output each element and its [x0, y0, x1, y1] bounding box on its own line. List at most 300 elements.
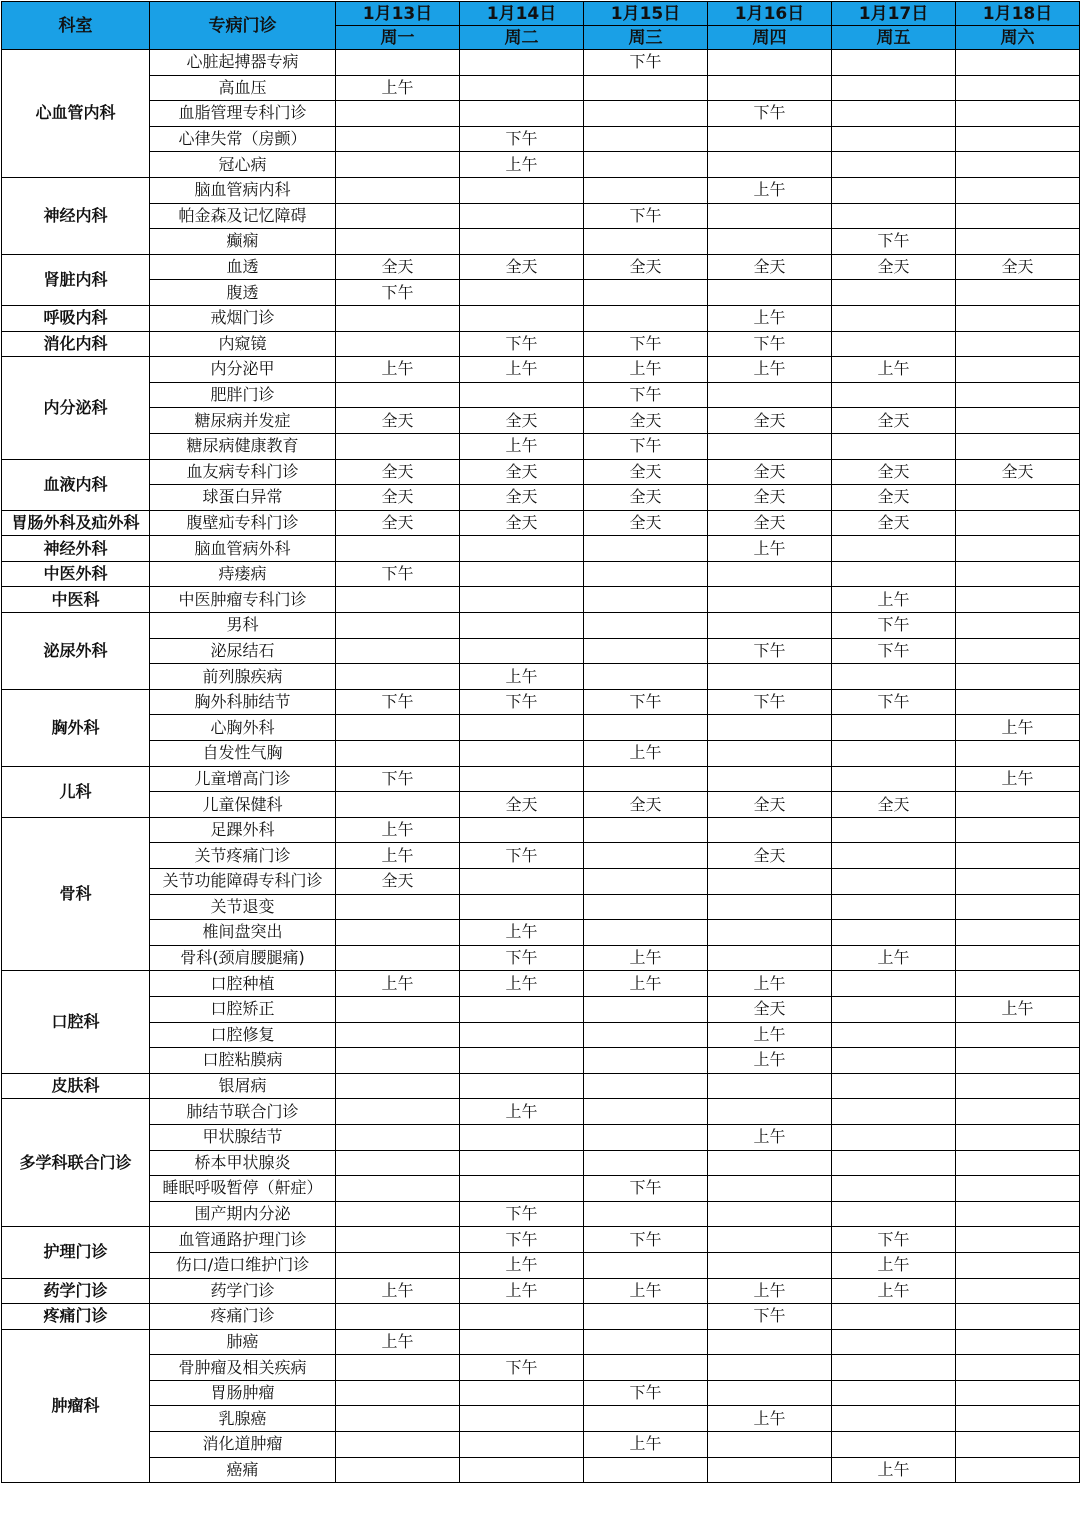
specialty-cell: 脑血管病外科	[150, 536, 336, 562]
header-weekday: 周三	[584, 26, 708, 50]
schedule-slot-cell: 全天	[708, 792, 832, 818]
specialty-cell: 口腔矫正	[150, 996, 336, 1022]
schedule-slot-cell	[708, 126, 832, 152]
schedule-slot-cell	[956, 408, 1080, 434]
schedule-slot-cell	[708, 1099, 832, 1125]
schedule-slot-cell: 下午	[460, 1201, 584, 1227]
specialty-cell: 足踝外科	[150, 817, 336, 843]
table-row	[2, 357, 1080, 383]
schedule-slot-cell	[584, 1150, 708, 1176]
department-cell: 神经内科	[2, 177, 150, 254]
schedule-slot-cell	[584, 1252, 708, 1278]
schedule-slot-cell	[956, 894, 1080, 920]
schedule-slot-cell: 下午	[460, 843, 584, 869]
schedule-slot-cell	[956, 1150, 1080, 1176]
schedule-slot-cell	[584, 1048, 708, 1074]
schedule-slot-cell	[832, 894, 956, 920]
schedule-slot-cell	[336, 1252, 460, 1278]
schedule-slot-cell	[832, 177, 956, 203]
schedule-slot-cell	[832, 869, 956, 895]
specialty-cell: 心律失常（房颤）	[150, 126, 336, 152]
specialty-cell: 痔瘘病	[150, 561, 336, 587]
schedule-slot-cell	[708, 766, 832, 792]
schedule-slot-cell: 全天	[336, 254, 460, 280]
schedule-slot-cell	[956, 75, 1080, 101]
schedule-slot-cell	[584, 894, 708, 920]
schedule-slot-cell	[708, 203, 832, 229]
specialty-cell: 糖尿病健康教育	[150, 433, 336, 459]
specialty-cell: 口腔种植	[150, 971, 336, 997]
schedule-slot-cell	[832, 1432, 956, 1458]
specialty-cell: 乳腺癌	[150, 1406, 336, 1432]
specialty-cell: 高血压	[150, 75, 336, 101]
schedule-slot-cell	[708, 1176, 832, 1202]
department-cell: 骨科	[2, 817, 150, 971]
table-row	[2, 408, 1080, 434]
specialty-cell: 冠心病	[150, 152, 336, 178]
department-cell: 护理门诊	[2, 1227, 150, 1278]
schedule-slot-cell	[584, 587, 708, 613]
schedule-slot-cell	[336, 331, 460, 357]
schedule-slot-cell	[956, 971, 1080, 997]
schedule-slot-cell	[832, 1201, 956, 1227]
schedule-slot-cell: 上午	[336, 1329, 460, 1355]
department-cell: 中医外科	[2, 561, 150, 587]
table-row	[2, 1457, 1080, 1483]
schedule-slot-cell: 下午	[460, 1227, 584, 1253]
schedule-slot-cell	[956, 1406, 1080, 1432]
schedule-slot-cell	[708, 75, 832, 101]
schedule-slot-cell	[336, 894, 460, 920]
specialty-cell: 胃肠肿瘤	[150, 1380, 336, 1406]
schedule-slot-cell	[832, 1022, 956, 1048]
schedule-slot-cell: 上午	[460, 152, 584, 178]
specialty-cell: 肺癌	[150, 1329, 336, 1355]
schedule-slot-cell: 全天	[708, 485, 832, 511]
schedule-slot-cell	[336, 1073, 460, 1099]
schedule-slot-cell	[832, 50, 956, 76]
schedule-slot-cell	[708, 1355, 832, 1381]
schedule-slot-cell	[832, 741, 956, 767]
schedule-slot-cell	[956, 1252, 1080, 1278]
schedule-slot-cell	[584, 305, 708, 331]
schedule-slot-cell	[956, 1099, 1080, 1125]
schedule-slot-cell	[708, 152, 832, 178]
schedule-slot-cell	[584, 1022, 708, 1048]
schedule-slot-cell	[336, 996, 460, 1022]
specialty-cell: 男科	[150, 613, 336, 639]
table-row	[2, 945, 1080, 971]
schedule-slot-cell	[584, 869, 708, 895]
table-body	[2, 50, 1080, 1483]
specialty-cell: 血透	[150, 254, 336, 280]
schedule-slot-cell	[336, 305, 460, 331]
header-date: 1月13日	[336, 2, 460, 26]
schedule-slot-cell: 上午	[708, 1278, 832, 1304]
table-row	[2, 126, 1080, 152]
schedule-slot-cell: 上午	[832, 1457, 956, 1483]
schedule-slot-cell	[460, 1022, 584, 1048]
schedule-slot-cell	[956, 1124, 1080, 1150]
schedule-slot-cell	[336, 715, 460, 741]
schedule-slot-cell	[956, 638, 1080, 664]
table-row	[2, 689, 1080, 715]
schedule-slot-cell: 上午	[832, 587, 956, 613]
schedule-slot-cell	[832, 305, 956, 331]
schedule-slot-cell: 下午	[832, 638, 956, 664]
schedule-slot-cell: 全天	[336, 459, 460, 485]
table-row	[2, 382, 1080, 408]
header-date: 1月16日	[708, 2, 832, 26]
schedule-slot-cell	[708, 1329, 832, 1355]
schedule-slot-cell: 上午	[956, 996, 1080, 1022]
specialty-cell: 关节疼痛门诊	[150, 843, 336, 869]
schedule-slot-cell	[956, 561, 1080, 587]
schedule-slot-cell: 上午	[584, 741, 708, 767]
schedule-slot-cell: 全天	[708, 254, 832, 280]
schedule-slot-cell: 上午	[460, 357, 584, 383]
specialty-cell: 甲状腺结节	[150, 1124, 336, 1150]
schedule-slot-cell: 全天	[956, 254, 1080, 280]
schedule-slot-cell: 上午	[708, 1022, 832, 1048]
schedule-slot-cell	[460, 638, 584, 664]
schedule-slot-cell	[460, 996, 584, 1022]
schedule-slot-cell	[956, 1355, 1080, 1381]
schedule-slot-cell	[336, 1201, 460, 1227]
schedule-slot-cell: 上午	[832, 945, 956, 971]
schedule-slot-cell	[956, 50, 1080, 76]
table-row	[2, 996, 1080, 1022]
schedule-slot-cell	[460, 1073, 584, 1099]
schedule-slot-cell	[584, 766, 708, 792]
header-weekday: 周五	[832, 26, 956, 50]
schedule-slot-cell	[584, 715, 708, 741]
schedule-slot-cell	[460, 1304, 584, 1330]
schedule-slot-cell	[584, 152, 708, 178]
schedule-slot-cell: 上午	[708, 536, 832, 562]
schedule-slot-cell	[956, 510, 1080, 536]
header-weekday: 周四	[708, 26, 832, 50]
schedule-slot-cell	[956, 689, 1080, 715]
table-row	[2, 1022, 1080, 1048]
schedule-slot-cell	[956, 1457, 1080, 1483]
schedule-slot-cell: 下午	[832, 613, 956, 639]
schedule-slot-cell	[708, 1150, 832, 1176]
schedule-slot-cell	[832, 101, 956, 127]
schedule-slot-cell: 下午	[708, 689, 832, 715]
schedule-slot-cell: 全天	[460, 792, 584, 818]
schedule-slot-cell: 上午	[584, 971, 708, 997]
schedule-slot-cell	[460, 177, 584, 203]
schedule-slot-cell	[832, 1124, 956, 1150]
schedule-slot-cell: 全天	[584, 459, 708, 485]
header-weekday: 周一	[336, 26, 460, 50]
specialty-cell: 脑血管病内科	[150, 177, 336, 203]
schedule-slot-cell: 全天	[708, 459, 832, 485]
schedule-slot-cell	[336, 152, 460, 178]
schedule-slot-cell	[584, 638, 708, 664]
schedule-slot-cell	[584, 75, 708, 101]
table-row	[2, 1380, 1080, 1406]
table-row	[2, 1304, 1080, 1330]
schedule-slot-cell: 上午	[336, 1278, 460, 1304]
schedule-slot-cell: 上午	[336, 75, 460, 101]
schedule-slot-cell	[584, 126, 708, 152]
schedule-slot-cell: 全天	[832, 459, 956, 485]
schedule-slot-cell: 下午	[708, 101, 832, 127]
schedule-slot-cell: 下午	[832, 229, 956, 255]
schedule-slot-cell: 全天	[832, 510, 956, 536]
table-row	[2, 485, 1080, 511]
schedule-slot-cell	[460, 894, 584, 920]
schedule-page	[0, 1, 1080, 1540]
schedule-slot-cell	[336, 101, 460, 127]
table-row	[2, 894, 1080, 920]
schedule-slot-cell	[336, 1406, 460, 1432]
schedule-slot-cell: 下午	[460, 1355, 584, 1381]
schedule-slot-cell	[956, 1278, 1080, 1304]
specialty-cell: 前列腺疾病	[150, 664, 336, 690]
schedule-slot-cell	[708, 741, 832, 767]
clinic-schedule-table	[1, 1, 1080, 1483]
schedule-slot-cell: 全天	[460, 485, 584, 511]
schedule-slot-cell	[708, 50, 832, 76]
schedule-slot-cell: 下午	[460, 945, 584, 971]
schedule-slot-cell: 上午	[708, 177, 832, 203]
schedule-slot-cell	[584, 229, 708, 255]
schedule-slot-cell: 下午	[336, 766, 460, 792]
schedule-slot-cell	[956, 177, 1080, 203]
schedule-slot-cell	[336, 587, 460, 613]
specialty-cell: 心脏起搏器专病	[150, 50, 336, 76]
department-cell: 药学门诊	[2, 1278, 150, 1304]
specialty-cell: 帕金森及记忆障碍	[150, 203, 336, 229]
schedule-slot-cell: 全天	[708, 510, 832, 536]
schedule-slot-cell	[832, 971, 956, 997]
table-row	[2, 1227, 1080, 1253]
specialty-cell: 泌尿结石	[150, 638, 336, 664]
schedule-slot-cell	[956, 1201, 1080, 1227]
header-date: 1月15日	[584, 2, 708, 26]
schedule-slot-cell: 下午	[336, 561, 460, 587]
schedule-slot-cell	[336, 1457, 460, 1483]
department-cell: 口腔科	[2, 971, 150, 1073]
specialty-cell: 骨肿瘤及相关疾病	[150, 1355, 336, 1381]
schedule-slot-cell: 上午	[584, 1432, 708, 1458]
schedule-slot-cell	[460, 229, 584, 255]
schedule-slot-cell	[460, 1457, 584, 1483]
schedule-slot-cell: 全天	[832, 408, 956, 434]
table-row	[2, 1176, 1080, 1202]
specialty-cell: 儿童保健科	[150, 792, 336, 818]
schedule-slot-cell	[832, 1304, 956, 1330]
schedule-slot-cell	[832, 1048, 956, 1074]
schedule-slot-cell	[460, 1176, 584, 1202]
schedule-slot-cell	[832, 715, 956, 741]
schedule-slot-cell: 上午	[460, 971, 584, 997]
schedule-slot-cell	[584, 817, 708, 843]
schedule-slot-cell	[584, 1201, 708, 1227]
specialty-cell: 疼痛门诊	[150, 1304, 336, 1330]
schedule-slot-cell: 全天	[708, 408, 832, 434]
schedule-slot-cell	[832, 817, 956, 843]
schedule-slot-cell	[336, 741, 460, 767]
schedule-slot-cell	[336, 638, 460, 664]
schedule-slot-cell	[956, 613, 1080, 639]
schedule-slot-cell	[832, 1150, 956, 1176]
schedule-slot-cell	[708, 1227, 832, 1253]
schedule-slot-cell: 上午	[832, 1252, 956, 1278]
schedule-slot-cell: 下午	[584, 433, 708, 459]
schedule-slot-cell	[708, 1201, 832, 1227]
table-row	[2, 843, 1080, 869]
schedule-slot-cell	[832, 1380, 956, 1406]
specialty-cell: 中医肿瘤专科门诊	[150, 587, 336, 613]
schedule-slot-cell	[460, 1124, 584, 1150]
schedule-slot-cell: 上午	[708, 305, 832, 331]
schedule-slot-cell	[584, 1329, 708, 1355]
specialty-cell: 关节功能障碍专科门诊	[150, 869, 336, 895]
schedule-slot-cell: 上午	[460, 664, 584, 690]
schedule-slot-cell	[584, 101, 708, 127]
schedule-slot-cell	[956, 101, 1080, 127]
specialty-cell: 儿童增高门诊	[150, 766, 336, 792]
schedule-slot-cell: 全天	[584, 254, 708, 280]
schedule-slot-cell	[336, 920, 460, 946]
schedule-slot-cell	[584, 1124, 708, 1150]
schedule-slot-cell: 上午	[832, 1278, 956, 1304]
schedule-slot-cell	[460, 715, 584, 741]
schedule-slot-cell: 上午	[336, 843, 460, 869]
schedule-slot-cell	[460, 1406, 584, 1432]
schedule-slot-cell	[956, 792, 1080, 818]
schedule-slot-cell	[336, 536, 460, 562]
schedule-slot-cell	[708, 869, 832, 895]
department-cell: 内分泌科	[2, 357, 150, 459]
schedule-slot-cell	[708, 1432, 832, 1458]
schedule-slot-cell: 全天	[584, 792, 708, 818]
schedule-slot-cell	[956, 1022, 1080, 1048]
schedule-slot-cell: 全天	[336, 408, 460, 434]
schedule-slot-cell	[956, 741, 1080, 767]
schedule-slot-cell	[708, 1252, 832, 1278]
schedule-slot-cell	[708, 945, 832, 971]
schedule-slot-cell	[832, 75, 956, 101]
schedule-slot-cell: 上午	[708, 357, 832, 383]
table-row	[2, 561, 1080, 587]
schedule-slot-cell: 上午	[460, 920, 584, 946]
schedule-slot-cell	[584, 1073, 708, 1099]
specialty-cell: 血脂管理专科门诊	[150, 101, 336, 127]
schedule-slot-cell	[336, 433, 460, 459]
schedule-slot-cell	[584, 1406, 708, 1432]
schedule-slot-cell	[336, 1304, 460, 1330]
specialty-cell: 心胸外科	[150, 715, 336, 741]
schedule-slot-cell	[956, 1304, 1080, 1330]
schedule-slot-cell	[336, 1432, 460, 1458]
schedule-slot-cell: 上午	[460, 1278, 584, 1304]
table-row	[2, 254, 1080, 280]
schedule-slot-cell	[336, 1150, 460, 1176]
schedule-slot-cell	[584, 1099, 708, 1125]
schedule-slot-cell	[956, 869, 1080, 895]
specialty-cell: 睡眠呼吸暂停（鼾症）	[150, 1176, 336, 1202]
department-cell: 中医科	[2, 587, 150, 613]
table-row	[2, 1252, 1080, 1278]
specialty-cell: 血管通路护理门诊	[150, 1227, 336, 1253]
schedule-slot-cell	[460, 741, 584, 767]
schedule-slot-cell	[832, 1073, 956, 1099]
schedule-slot-cell	[832, 1099, 956, 1125]
schedule-slot-cell	[708, 280, 832, 306]
header-date: 1月14日	[460, 2, 584, 26]
schedule-slot-cell	[956, 1432, 1080, 1458]
schedule-slot-cell	[708, 613, 832, 639]
schedule-slot-cell	[956, 485, 1080, 511]
schedule-slot-cell	[584, 613, 708, 639]
schedule-slot-cell	[708, 1457, 832, 1483]
schedule-slot-cell	[336, 664, 460, 690]
specialty-cell: 银屑病	[150, 1073, 336, 1099]
schedule-slot-cell: 全天	[460, 459, 584, 485]
schedule-slot-cell	[336, 1124, 460, 1150]
specialty-cell: 内窥镜	[150, 331, 336, 357]
schedule-slot-cell	[336, 1355, 460, 1381]
schedule-slot-cell	[956, 1048, 1080, 1074]
schedule-slot-cell: 下午	[336, 280, 460, 306]
specialty-cell: 椎间盘突出	[150, 920, 336, 946]
schedule-slot-cell	[956, 433, 1080, 459]
schedule-slot-cell	[460, 203, 584, 229]
table-row	[2, 1432, 1080, 1458]
schedule-slot-cell	[336, 177, 460, 203]
schedule-slot-cell	[832, 382, 956, 408]
schedule-slot-cell	[460, 817, 584, 843]
table-row	[2, 1355, 1080, 1381]
table-row	[2, 305, 1080, 331]
schedule-slot-cell	[584, 561, 708, 587]
schedule-slot-cell	[956, 331, 1080, 357]
schedule-slot-cell: 上午	[832, 357, 956, 383]
schedule-slot-cell	[460, 613, 584, 639]
schedule-slot-cell	[832, 280, 956, 306]
table-row	[2, 459, 1080, 485]
schedule-slot-cell: 下午	[584, 689, 708, 715]
schedule-slot-cell: 下午	[708, 1304, 832, 1330]
specialty-cell: 药学门诊	[150, 1278, 336, 1304]
department-cell: 疼痛门诊	[2, 1304, 150, 1330]
specialty-cell: 内分泌甲	[150, 357, 336, 383]
schedule-slot-cell	[708, 561, 832, 587]
schedule-slot-cell	[460, 869, 584, 895]
schedule-slot-cell: 全天	[832, 485, 956, 511]
schedule-slot-cell	[336, 613, 460, 639]
schedule-slot-cell: 上午	[708, 971, 832, 997]
schedule-slot-cell: 上午	[708, 1124, 832, 1150]
table-row	[2, 177, 1080, 203]
table-row	[2, 1406, 1080, 1432]
table-row	[2, 1278, 1080, 1304]
schedule-slot-cell: 下午	[708, 331, 832, 357]
schedule-slot-cell	[584, 1355, 708, 1381]
schedule-slot-cell	[832, 843, 956, 869]
table-row	[2, 766, 1080, 792]
schedule-slot-cell: 全天	[584, 510, 708, 536]
schedule-slot-cell	[956, 843, 1080, 869]
schedule-slot-cell	[460, 1329, 584, 1355]
schedule-slot-cell	[956, 536, 1080, 562]
schedule-slot-cell	[584, 177, 708, 203]
